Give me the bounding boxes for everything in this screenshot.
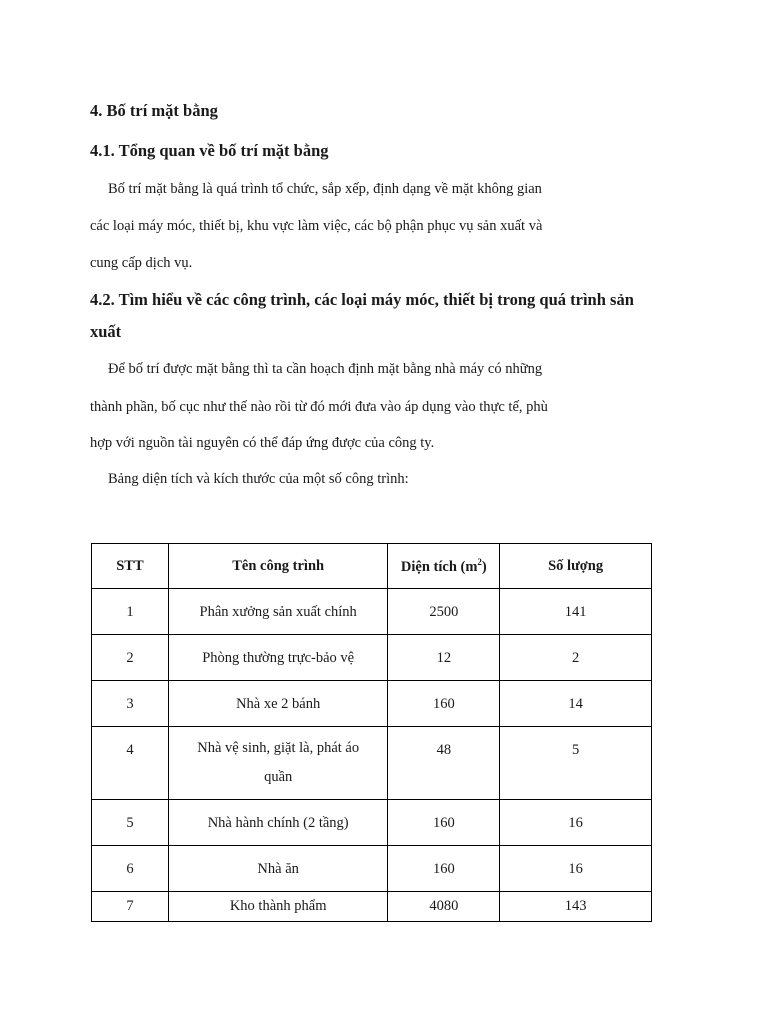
cell-name: Kho thành phẩm bbox=[168, 892, 388, 922]
cell-name: Nhà xe 2 bánh bbox=[168, 681, 388, 727]
cell-area: 160 bbox=[388, 800, 500, 846]
table-row bbox=[92, 681, 652, 727]
cell-stt: 3 bbox=[92, 681, 169, 727]
cell-qty: 16 bbox=[500, 800, 652, 846]
area-table bbox=[91, 543, 652, 922]
cell-stt: 1 bbox=[92, 589, 169, 635]
paragraph-line: thành phần, bố cục như thế nào rồi từ đó mới đưa vào áp dụng vào thực tế, phù bbox=[90, 399, 548, 415]
cell-qty: 5 bbox=[500, 727, 652, 800]
table-caption: Bảng diện tích và kích thước của một số công trình: bbox=[108, 471, 409, 487]
cell-stt: 5 bbox=[92, 800, 169, 846]
cell-stt: 7 bbox=[92, 892, 169, 922]
cell-qty: 14 bbox=[500, 681, 652, 727]
paragraph-line: Bố trí mặt bằng là quá trình tổ chức, sắp xếp, định dạng về mặt không gian bbox=[108, 181, 542, 197]
paragraph-line: Để bố trí được mặt bằng thì ta cần hoạch định mặt bằng nhà máy có những bbox=[108, 361, 543, 377]
section-4-2-heading-line-1: 4.2. Tìm hiểu về các công trình, các loại máy móc, thiết bị trong quá trình sản bbox=[90, 290, 634, 309]
cell-qty: 16 bbox=[500, 846, 652, 892]
table-row bbox=[92, 892, 652, 922]
cell-qty: 141 bbox=[500, 589, 652, 635]
header-stt: STT bbox=[92, 544, 169, 589]
cell-name-line: quần bbox=[264, 769, 293, 785]
cell-area: 48 bbox=[388, 727, 500, 800]
cell-area: 160 bbox=[388, 846, 500, 892]
cell-name: Nhà ăn bbox=[168, 846, 388, 892]
table-row bbox=[92, 727, 652, 800]
header-area: Diện tích $(m^2)$ bbox=[388, 544, 500, 589]
table-row bbox=[92, 589, 652, 635]
cell-area: 12 bbox=[388, 635, 500, 681]
paragraph-line: hợp với nguồn tài nguyên có thể đáp ứng được của công ty. bbox=[90, 435, 435, 451]
table-row bbox=[92, 846, 652, 892]
paragraph-line: cung cấp dịch vụ. bbox=[90, 255, 193, 271]
cell-name: Phòng thường trực-bảo vệ bbox=[168, 635, 388, 681]
paragraph-line: các loại máy móc, thiết bị, khu vực làm việc, các bộ phận phục vụ sản xuất và bbox=[90, 218, 543, 234]
cell-stt: 2 bbox=[92, 635, 169, 681]
cell-area: 160 bbox=[388, 681, 500, 727]
header-name: Tên công trình bbox=[168, 544, 388, 589]
section-4-2-heading-line-2: xuất bbox=[90, 322, 122, 341]
cell-qty: 143 bbox=[500, 892, 652, 922]
header-qty: Số lượng bbox=[500, 544, 652, 589]
cell-name: Phân xưởng sản xuất chính bbox=[168, 589, 388, 635]
cell-name: Nhà hành chính (2 tầng) bbox=[168, 800, 388, 846]
cell-qty: 2 bbox=[500, 635, 652, 681]
cell-name-line: Nhà vệ sinh, giặt là, phát áo bbox=[197, 740, 360, 756]
table-header-row bbox=[92, 544, 652, 589]
cell-stt: 6 bbox=[92, 846, 169, 892]
cell-area: 2500 bbox=[388, 589, 500, 635]
table-row bbox=[92, 635, 652, 681]
cell-stt: 4 bbox=[92, 727, 169, 800]
cell-area: 4080 bbox=[388, 892, 500, 922]
cell-name bbox=[168, 727, 388, 800]
table-row bbox=[92, 800, 652, 846]
section-4-heading: 4. Bố trí mặt bằng bbox=[90, 101, 218, 120]
section-4-1-heading: 4.1. Tổng quan về bố trí mặt bằng bbox=[90, 141, 329, 160]
